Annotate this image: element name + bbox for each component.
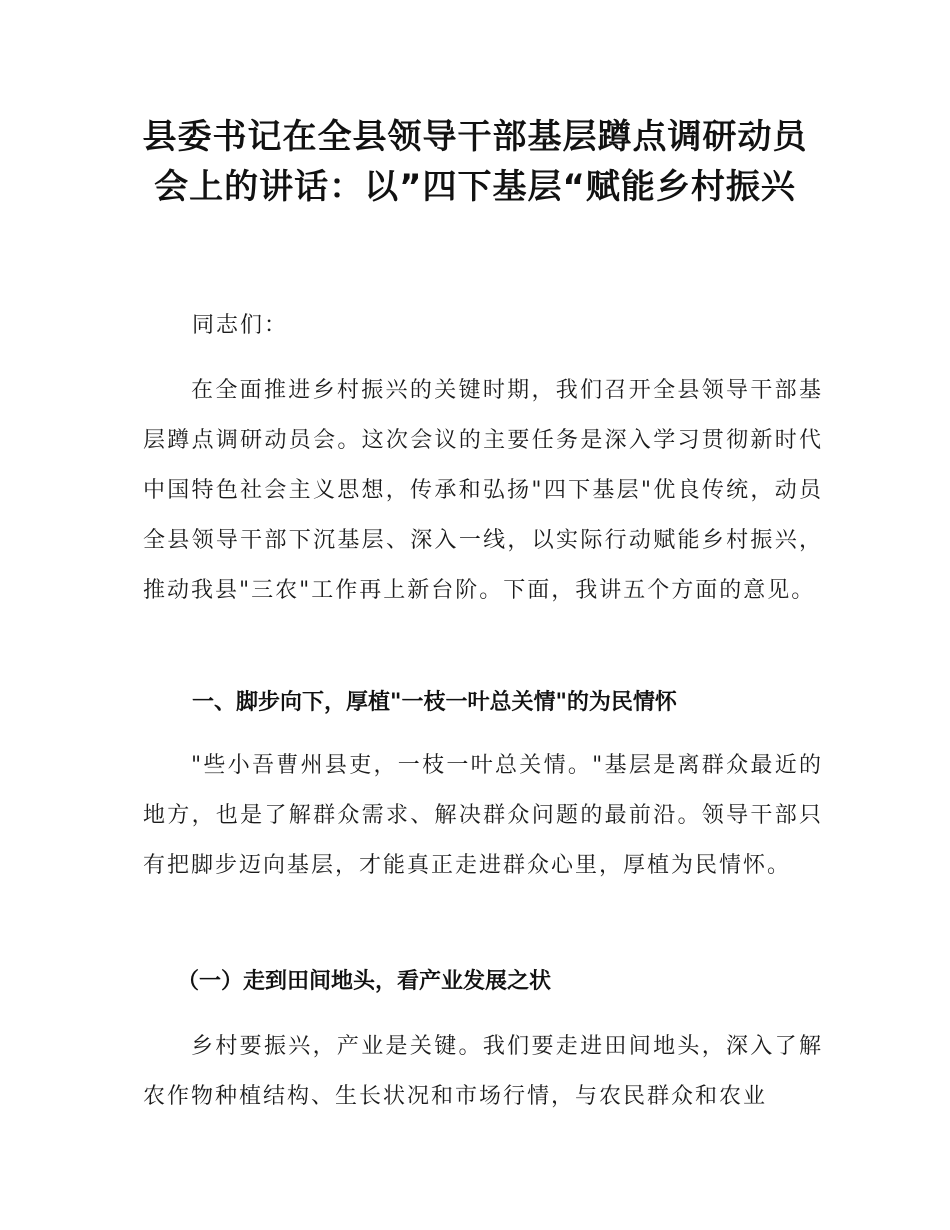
subsection-1-paragraph: 乡村要振兴，产业是关键。我们要走进田间地头，深入了解农作物种植结构、生长状况和市场行情，与农民群众和农业 — [143, 1034, 823, 1109]
subsection-1-heading: （一）走到田间地头，看产业发展之状 — [177, 969, 552, 994]
intro-paragraph: 在全面推进乡村振兴的关键时期，我们召开全县领导干部基层蹲点调研动员会。这次会议的主要任务是深入学习贯彻新时代中国特色社会主义思想，传承和弘扬"四下基层"优良传统，动员全县领导干部下沉基层、深入一线，以实际行动赋能乡村振兴，推动我县"三农"工作再上新台阶。下面，我讲五个方面的意见。 — [143, 378, 823, 603]
document-title — [120, 112, 830, 212]
title-line-1: 县委书记在全县领导干部基层蹲点调研动员 — [142, 117, 808, 157]
section-1-paragraph: "些小吾曹州县吏，一枝一叶总关情。"基层是离群众最近的地方，也是了解群众需求、解决群众问题的最前沿。领导干部只有把脚步迈向基层，才能真正走进群众心里，厚植为民情怀。 — [143, 753, 823, 878]
title-line-2: 会上的讲话：以”四下基层“赋能乡村振兴 — [154, 167, 796, 207]
section-1-heading: 一、脚步向下，厚植"一枝一叶总关情"的为民情怀 — [192, 690, 677, 715]
salutation: 同志们： — [192, 313, 289, 338]
